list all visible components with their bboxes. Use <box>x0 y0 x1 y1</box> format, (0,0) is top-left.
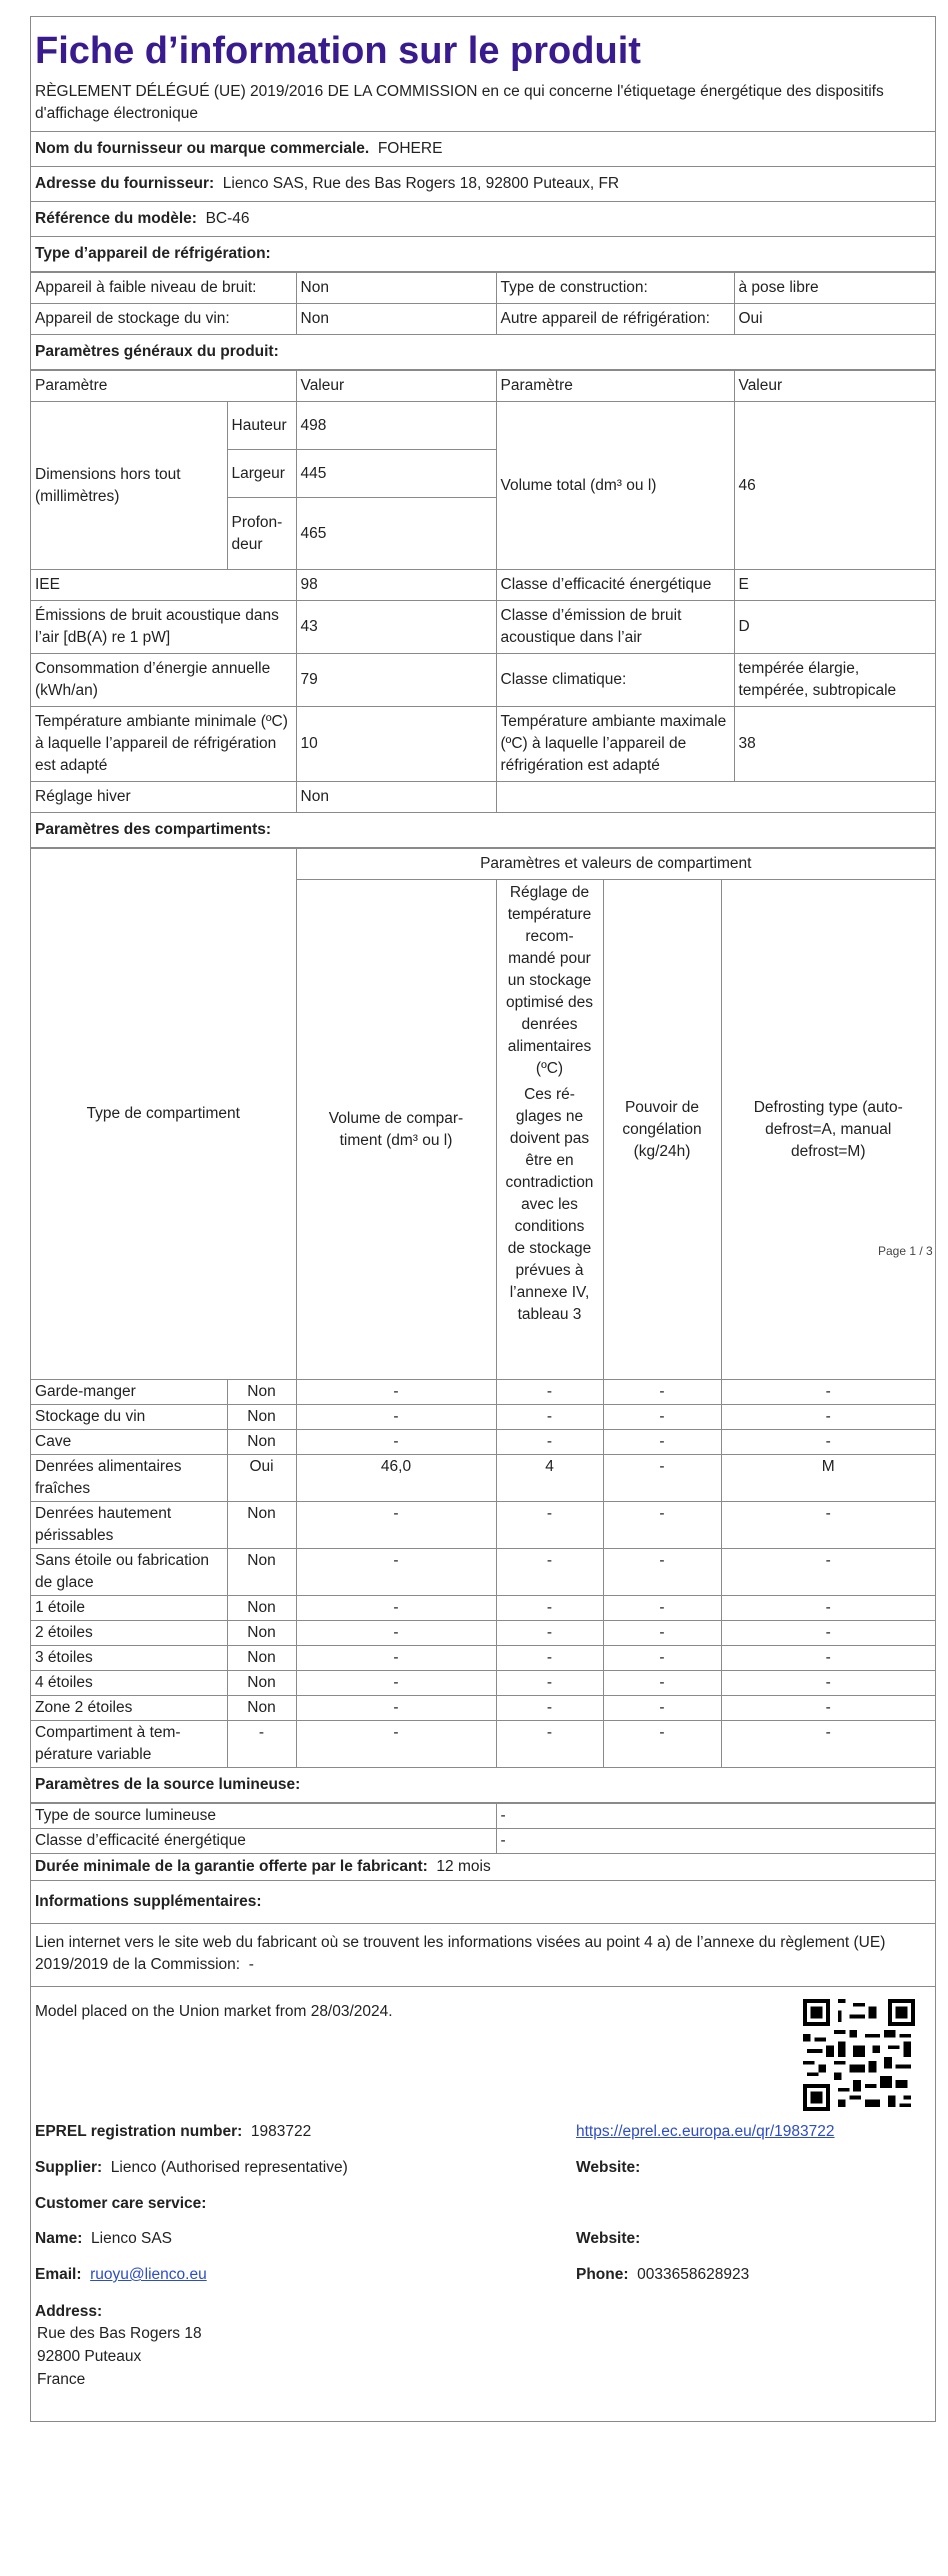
depth-value: 465 <box>296 498 496 570</box>
compartment-temperature: - <box>496 1721 603 1768</box>
supplier-value: Lienco (Authorised representative) <box>110 2159 348 2176</box>
model-reference-row <box>31 202 935 237</box>
supplier-name-value: FOHERE <box>377 140 443 157</box>
compartment-present: Non <box>227 1621 296 1646</box>
compartment-temperature: - <box>496 1671 603 1696</box>
construction-value: à pose libre <box>734 273 935 304</box>
care-email-link[interactable]: ruoyu@lienco.eu <box>90 2266 207 2283</box>
supplier-address-value: Lienco SAS, Rue des Bas Rogers 18, 92800 Puteaux, FR <box>222 175 620 192</box>
compartment-freezing: - <box>603 1430 721 1455</box>
compartment-temperature: - <box>496 1549 603 1596</box>
compartment-defrost: - <box>721 1502 935 1549</box>
compartment-row <box>31 1596 935 1621</box>
compartment-present: Non <box>227 1549 296 1596</box>
light-source-table <box>31 1803 935 1854</box>
total-volume-label: Volume total (dm³ ou l) <box>496 402 734 570</box>
compartment-freezing: - <box>603 1502 721 1549</box>
compartment-temperature: - <box>496 1621 603 1646</box>
compartment-temperature: - <box>496 1405 603 1430</box>
compartment-name: 1 étoile <box>31 1596 227 1621</box>
care-website-label: Website: <box>576 2230 641 2247</box>
compartment-row <box>31 1549 935 1596</box>
low-noise-label: Appareil à faible niveau de bruit: <box>31 273 296 304</box>
compartment-row <box>31 1671 935 1696</box>
compartment-temperature: - <box>496 1646 603 1671</box>
compartment-row <box>31 1721 935 1768</box>
compartment-freezing: - <box>603 1621 721 1646</box>
iee-value: 98 <box>296 570 496 601</box>
compartment-defrost: - <box>721 1646 935 1671</box>
compartment-name: 4 étoiles <box>31 1671 227 1696</box>
compartment-volume: - <box>296 1405 496 1430</box>
compartment-name: Zone 2 étoiles <box>31 1696 227 1721</box>
compartment-params-header: Paramètres et valeurs de compartiment <box>296 849 935 880</box>
compartment-temperature: - <box>496 1696 603 1721</box>
other-appliance-label: Autre appareil de réfrigération: <box>496 304 734 335</box>
compartment-defrost: M <box>721 1455 935 1502</box>
freezing-capacity-header: Pouvoir de congélation (kg/24h) <box>603 880 721 1380</box>
min-temperature-value: 10 <box>296 707 496 782</box>
compartment-present: Non <box>227 1380 296 1405</box>
header-value-2: Valeur <box>734 371 935 402</box>
compartment-type-header: Type de compartiment <box>31 849 296 1380</box>
supplier-label: Supplier: <box>35 2159 103 2176</box>
qr-code-icon <box>803 1999 915 2111</box>
compartment-freezing: - <box>603 1646 721 1671</box>
regulation-intro: RÈGLEMENT DÉLÉGUÉ (UE) 2019/2016 DE LA COMMISSION en ce qui concerne l'étiquetage énergétique des dispositifs d'affichage électronique <box>31 81 935 132</box>
header-parameter-2: Paramètre <box>496 371 734 402</box>
compartment-row <box>31 1405 935 1430</box>
supplier-website-label: Website: <box>576 2159 641 2176</box>
temperature-header <box>496 880 603 1380</box>
eprel-footer <box>31 1987 935 2421</box>
compartment-freezing: - <box>603 1405 721 1430</box>
compartment-row <box>31 1455 935 1502</box>
wine-storage-value: Non <box>296 304 496 335</box>
warranty-row <box>31 1854 935 1881</box>
warranty-value: 12 mois <box>436 1858 491 1875</box>
depth-label: Profondeur <box>227 498 296 570</box>
care-phone-label: Phone: <box>576 2266 629 2283</box>
noise-emission-label: Émissions de bruit acoustique dans l’air [dB(A) re 1 pW] <box>31 601 296 654</box>
compartment-freezing: - <box>603 1696 721 1721</box>
supplier-name-row <box>31 132 935 167</box>
compartment-volume: - <box>296 1671 496 1696</box>
wine-storage-label: Appareil de stockage du vin: <box>31 304 296 335</box>
compartment-present: Non <box>227 1671 296 1696</box>
construction-label: Type de construction: <box>496 273 734 304</box>
compartment-defrost: - <box>721 1405 935 1430</box>
care-phone-line <box>576 2264 749 2286</box>
model-reference-label: Référence du modèle: <box>35 210 197 227</box>
care-address-line-1: Rue des Bas Rogers 18 <box>37 2325 202 2342</box>
compartment-present: Oui <box>227 1455 296 1502</box>
compartment-name: 2 étoiles <box>31 1621 227 1646</box>
compartment-volume: - <box>296 1380 496 1405</box>
compartment-row <box>31 1696 935 1721</box>
compartment-present: Non <box>227 1646 296 1671</box>
appliance-type-heading: Type d’appareil de réfrigération: <box>31 237 935 272</box>
compartment-defrost: - <box>721 1621 935 1646</box>
light-source-type-value: - <box>496 1804 935 1829</box>
compartments-table <box>31 848 935 1768</box>
empty-cell <box>496 782 935 813</box>
compartment-name: Cave <box>31 1430 227 1455</box>
compartment-volume: - <box>296 1502 496 1549</box>
eprel-link[interactable]: https://eprel.ec.europa.eu/qr/1983722 <box>576 2123 835 2140</box>
width-value: 445 <box>296 450 496 498</box>
noise-class-label: Classe d’émission de bruit acoustique dans l’air <box>496 601 734 654</box>
compartment-freezing: - <box>603 1455 721 1502</box>
model-reference-value: BC-46 <box>205 210 250 227</box>
light-efficiency-class-label: Classe d’efficacité énergétique <box>31 1829 496 1854</box>
efficiency-class-label: Classe d’efficacité énergétique <box>496 570 734 601</box>
volume-header: Volume de compartiment (dm³ ou l) <box>296 880 496 1380</box>
compartment-name: Denrées alimentaires fraîches <box>31 1455 227 1502</box>
additional-info-text <box>31 1924 935 1987</box>
compartment-defrost: - <box>721 1549 935 1596</box>
compartment-row <box>31 1621 935 1646</box>
compartment-volume: - <box>296 1696 496 1721</box>
page-title: Fiche d’information sur le produit <box>35 30 641 72</box>
compartment-present: Non <box>227 1696 296 1721</box>
temperature-header-text: Réglage de température recommandé pour un stockage optimisé des denrées alimentaires (ºC) <box>505 884 593 1077</box>
compartment-defrost: - <box>721 1696 935 1721</box>
max-temperature-value: 38 <box>734 707 935 782</box>
appliance-type-table <box>31 272 935 335</box>
compartment-volume: 46,0 <box>296 1455 496 1502</box>
care-phone-value: 0033658628923 <box>637 2266 750 2283</box>
eprel-number-value: 1983722 <box>250 2123 312 2140</box>
min-temperature-label: Température ambiante minimale (ºC) à laquelle l’appareil de réfrigération est adapté <box>31 707 296 782</box>
care-email-line <box>35 2264 207 2286</box>
max-temperature-label: Température ambiante maximale (ºC) à laquelle l’appareil de réfrigération est adapté <box>496 707 734 782</box>
dimensions-label: Dimensions hors tout (millimètres) <box>31 402 227 570</box>
compartment-freezing: - <box>603 1671 721 1696</box>
supplier-name-label: Nom du fournisseur ou marque commerciale. <box>35 140 370 157</box>
compartment-temperature: - <box>496 1380 603 1405</box>
eprel-number-label: EPREL registration number: <box>35 2123 243 2140</box>
warranty-label: Durée minimale de la garantie offerte par le fabricant: <box>35 1858 428 1875</box>
defrost-type-header: Defrosting type (auto-defrost=A, manual defrost=M) <box>721 880 935 1380</box>
product-information-sheet <box>30 16 936 2422</box>
compartment-temperature: - <box>496 1596 603 1621</box>
additional-info-value: - <box>248 1956 254 1973</box>
noise-class-value: D <box>734 601 935 654</box>
compartment-name: Denrées hautement périssables <box>31 1502 227 1549</box>
width-label: Largeur <box>227 450 296 498</box>
compartment-volume: - <box>296 1621 496 1646</box>
compartment-volume: - <box>296 1721 496 1768</box>
care-address-line-3: France <box>37 2371 86 2388</box>
energy-consumption-value: 79 <box>296 654 496 707</box>
compartment-temperature: - <box>496 1430 603 1455</box>
compartment-present: Non <box>227 1502 296 1549</box>
compartment-present: Non <box>227 1430 296 1455</box>
compartment-row <box>31 1430 935 1455</box>
low-noise-value: Non <box>296 273 496 304</box>
light-source-type-label: Type de source lumineuse <box>31 1804 496 1829</box>
energy-consumption-label: Consommation d’énergie annuelle (kWh/an) <box>31 654 296 707</box>
compartment-rows <box>31 1380 935 1768</box>
compartments-heading: Paramètres des compartiments: <box>31 813 935 848</box>
temperature-header-note: Ces réglages ne doivent pas être en contradiction avec les conditions de stockage prévues à l’annexe IV, tableau 3 <box>505 1086 594 1323</box>
compartment-defrost: - <box>721 1380 935 1405</box>
care-email-label: Email: <box>35 2266 82 2283</box>
market-date-text: Model placed on the Union market from 28/03/2024. <box>35 2003 393 2020</box>
compartment-row <box>31 1380 935 1405</box>
care-name-label: Name: <box>35 2230 83 2247</box>
compartment-name: Sans étoile ou fabrication de glace <box>31 1549 227 1596</box>
light-source-heading: Paramètres de la source lumineuse: <box>31 1768 935 1803</box>
compartment-row <box>31 1646 935 1671</box>
compartment-defrost: - <box>721 1430 935 1455</box>
winter-setting-value: Non <box>296 782 496 813</box>
height-value: 498 <box>296 402 496 450</box>
compartment-name: Garde-manger <box>31 1380 227 1405</box>
efficiency-class-value: E <box>734 570 935 601</box>
supplier-address-row <box>31 167 935 202</box>
care-name-value: Lienco SAS <box>91 2230 173 2247</box>
compartment-volume: - <box>296 1596 496 1621</box>
other-appliance-value: Oui <box>734 304 935 335</box>
compartment-name: 3 étoiles <box>31 1646 227 1671</box>
header-value: Valeur <box>296 371 496 402</box>
compartment-present: - <box>227 1721 296 1768</box>
header-parameter: Paramètre <box>31 371 296 402</box>
eprel-number-line <box>35 2121 311 2143</box>
supplier-address-label: Adresse du fournisseur: <box>35 175 215 192</box>
additional-info-heading: Informations supplémentaires: <box>31 1881 935 1924</box>
climate-class-value: tempérée élargie, tempérée, subtropicale <box>734 654 935 707</box>
compartment-temperature: 4 <box>496 1455 603 1502</box>
compartment-freezing: - <box>603 1596 721 1621</box>
winter-setting-label: Réglage hiver <box>31 782 296 813</box>
compartment-volume: - <box>296 1549 496 1596</box>
iee-label: IEE <box>31 570 296 601</box>
compartment-volume: - <box>296 1646 496 1671</box>
compartment-volume: - <box>296 1430 496 1455</box>
supplier-line <box>35 2157 348 2179</box>
compartment-name: Compartiment à température variable <box>31 1721 227 1768</box>
compartment-freezing: - <box>603 1549 721 1596</box>
compartment-name: Stockage du vin <box>31 1405 227 1430</box>
page-number: Page 1 / 3 <box>878 1244 933 1258</box>
compartment-temperature: - <box>496 1502 603 1549</box>
care-name-line <box>35 2228 172 2250</box>
height-label: Hauteur <box>227 402 296 450</box>
general-parameters-heading: Paramètres généraux du produit: <box>31 335 935 370</box>
total-volume-value: 46 <box>734 402 935 570</box>
compartment-freezing: - <box>603 1380 721 1405</box>
additional-info-body: Lien internet vers le site web du fabricant où se trouvent les informations visées au point 4 a) de l’annexe du règlement (UE) 2019/2019 de la Commission: <box>35 1934 886 1973</box>
compartment-present: Non <box>227 1596 296 1621</box>
climate-class-label: Classe climatique: <box>496 654 734 707</box>
compartment-defrost: - <box>721 1721 935 1768</box>
general-parameters-table <box>31 370 935 813</box>
care-address-line-2: 92800 Puteaux <box>37 2348 142 2365</box>
light-efficiency-class-value: - <box>496 1829 935 1854</box>
care-address-label: Address: <box>35 2303 103 2320</box>
compartment-present: Non <box>227 1405 296 1430</box>
customer-care-label: Customer care service: <box>35 2195 207 2212</box>
noise-emission-value: 43 <box>296 601 496 654</box>
compartment-freezing: - <box>603 1721 721 1768</box>
compartment-row <box>31 1502 935 1549</box>
compartment-defrost: - <box>721 1596 935 1621</box>
compartment-defrost: - <box>721 1671 935 1696</box>
